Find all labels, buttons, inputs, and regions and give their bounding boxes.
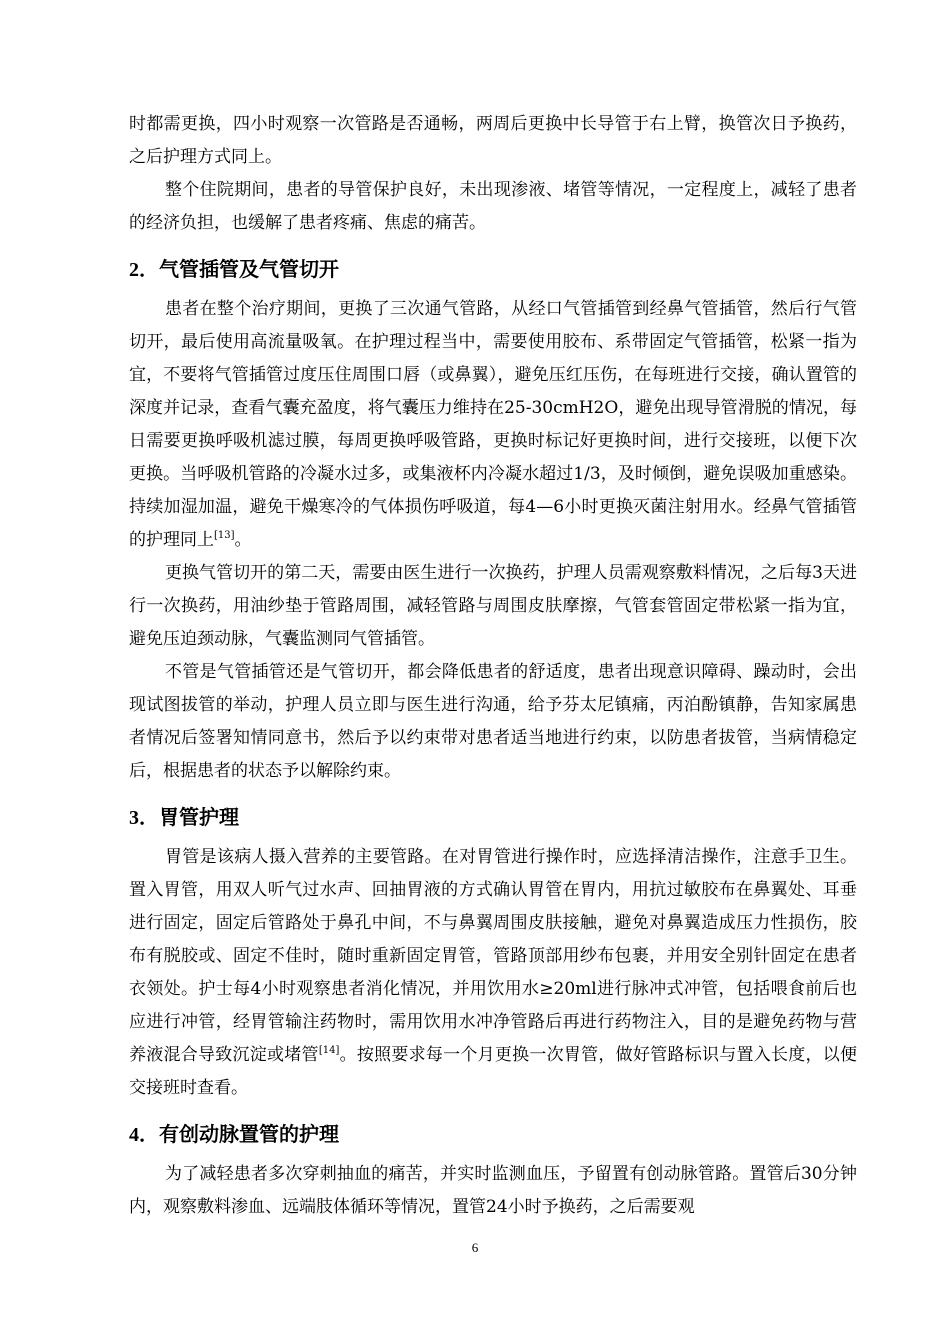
section-2-paragraph-1 bbox=[129, 293, 857, 557]
section-2-title: 气管插管及气管切开 bbox=[159, 257, 339, 281]
section-2-paragraph-2: 更换气管切开的第二天，需要由医生进行一次换药，护理人员需观察敷料情况，之后每3天进行一次换药，用油纱垫于管路周围，减轻管路与周围皮肤摩擦，气管套管固定带松紧一指为宜，避免压迫颈动脉，气囊监测同气管插管。 bbox=[129, 563, 857, 649]
section-3-heading bbox=[129, 804, 857, 831]
intro-paragraph-2: 整个住院期间，患者的导管保护良好，未出现渗液、堵管等情况，一定程度上，减轻了患者的经济负担，也缓解了患者疼痛、焦虑的痛苦。 bbox=[129, 180, 857, 233]
intro-paragraph-1: 时都需更换，四小时观察一次管路是否通畅，两周后更换中长导管于右上臂，换管次日予换药，之后护理方式同上。 bbox=[129, 114, 857, 167]
section-2-paragraph-3: 不管是气管插管还是气管切开，都会降低患者的舒适度，患者出现意识障碍、躁动时，会出现试图拔管的举动，护理人员立即与医生进行沟通，给予芬太尼镇痛，丙泊酚镇静，告知家属患者情况后签署知情同意书，然后予以约束带对患者适当地进行约束，以防患者拔管，当病情稳定后，根据患者的状态予以解除约束。 bbox=[129, 662, 857, 781]
document-body bbox=[129, 108, 857, 1224]
section-2-number: 2． bbox=[129, 259, 159, 281]
page-number: 6 bbox=[471, 1240, 479, 1255]
section-3-title: 胃管护理 bbox=[159, 805, 239, 829]
citation-14: [14] bbox=[318, 1045, 340, 1056]
section-3-number: 3． bbox=[129, 807, 159, 829]
section-2-heading bbox=[129, 256, 857, 283]
section-3-paragraph-1-end: 。按照要求每一个月更换一次胃管，做好管路标识与置入长度，以便交接班时查看。 bbox=[129, 1045, 858, 1098]
section-3-paragraph-1-text: 胃管是该病人摄入营养的主要管路。在对胃管进行操作时，应选择清洁操作，注意手卫生。置入胃管，用双人听气过水声、回抽胃液的方式确认胃管在胃内，用抗过敏胶布在鼻翼处、耳垂进行固定，固定后管路处于鼻孔中间，不与鼻翼周围皮肤接触，避免对鼻翼造成压力性损伤，胶布有脱胶或、固定不佳时，随时重新固定胃管，管路顶部用纱布包裹，并用安全别针固定在患者衣领处。护士每4小时观察患者消化情况，并用饮用水≥20ml进行脉冲式冲管，包括喂食前后也应进行冲管，经胃管输注药物时，需用饮用水冲净管路后再进行药物注入，目的是避免药物与营养液混合导致沉淀或堵管 bbox=[129, 847, 857, 1065]
section-3-paragraph-1 bbox=[129, 841, 857, 1105]
section-4-title: 有创动脉置管的护理 bbox=[159, 1122, 339, 1146]
section-4-number: 4． bbox=[129, 1124, 159, 1146]
citation-13: [13] bbox=[214, 530, 235, 541]
section-4-paragraph-1: 为了减轻患者多次穿刺抽血的痛苦，并实时监测血压，予留置有创动脉管路。置管后30分钟内，观察敷料渗血、远端肢体循环等情况，置管24小时予换药，之后需要观 bbox=[129, 1164, 857, 1217]
section-2-paragraph-1-end: 。 bbox=[234, 530, 252, 550]
section-4-heading bbox=[129, 1121, 857, 1148]
section-2-paragraph-1-text: 患者在整个治疗期间，更换了三次通气管路，从经口气管插管到经鼻气管插管，然后行气管切开，最后使用高流量吸氧。在护理过程当中，需要使用胶布、系带固定气管插管，松紧一指为宜，不要将气管插管过度压住周围口唇（或鼻翼），避免压红压伤，在每班进行交接，确认置管的深度并记录，查看气囊充盈度，将气囊压力维持在25-30cmH2O，避免出现导管滑脱的情况，每日需要更换呼吸机滤过膜，每周更换呼吸管路，更换时标记好更换时间，进行交接班，以便下次更换。当呼吸机管路的冷凝水过多，或集液杯内冷凝水超过1/3，及时倾倒，避免误吸加重感染。持续加湿加温，避免干燥寒冷的气体损伤呼吸道，每4—6小时更换灭菌注射用水。经鼻气管插管的护理同上 bbox=[129, 299, 857, 550]
